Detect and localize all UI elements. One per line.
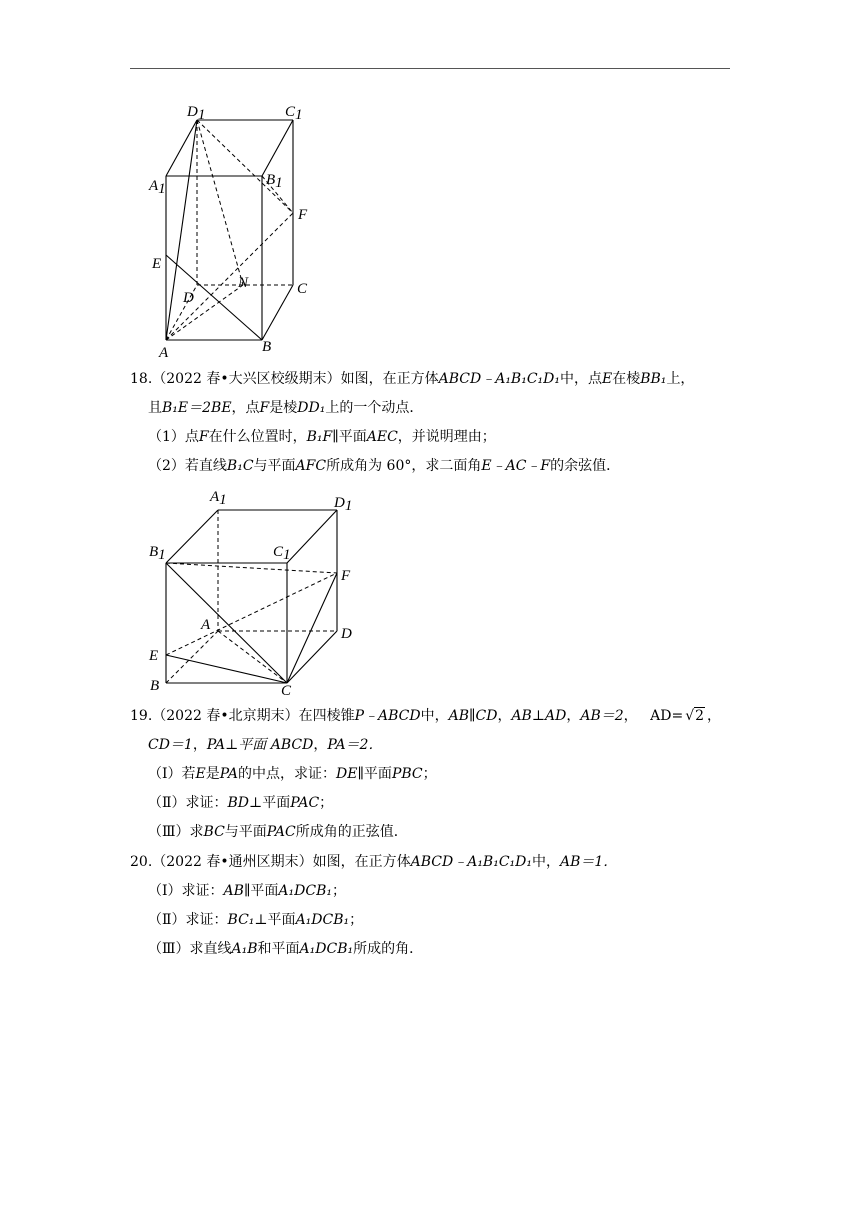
ad-sqrt-expression: AD= √2 <box>650 708 705 724</box>
label-D: D <box>341 626 352 642</box>
label-D: D <box>183 290 194 306</box>
label-A1: A1 <box>210 489 227 508</box>
edge-C-D <box>287 631 337 683</box>
label-F: F <box>341 568 351 584</box>
label-C: C <box>297 281 308 297</box>
label-C1: C1 <box>273 544 291 563</box>
q18-part1: （1）点F在什么位置时，B₁F∥平面AEC，并说明理由； <box>148 429 496 445</box>
segment-E-F-hidden <box>166 573 337 655</box>
edge-C1-B1 <box>262 120 293 176</box>
header-rule <box>130 68 730 69</box>
q20-part3: （Ⅲ）求直线A₁B和平面A₁DCB₁所成的角． <box>148 941 424 957</box>
label-C: C <box>281 683 292 697</box>
label-A: A <box>201 617 211 633</box>
edge-D1-C1 <box>287 510 337 563</box>
q19-part3: （Ⅲ）求BC与平面PAC所成角的正弦值． <box>148 824 408 840</box>
edge-B-C <box>262 285 293 340</box>
q18-line1: 18.（2022 春•大兴区校级期末）如图，在正方体ABCD﹣A₁B₁C₁D₁中，点E在棱BB₁上， <box>130 371 695 387</box>
segment-B1-C <box>166 563 287 683</box>
segment-A-F-hidden <box>166 213 293 340</box>
label-D1: D1 <box>187 104 206 123</box>
q18-line2: 且B₁E＝2BE，点F是棱DD₁上的一个动点． <box>148 400 424 416</box>
edge-B1-A1 <box>166 510 218 563</box>
segment-D1-A <box>166 120 197 340</box>
segment-E-B <box>166 255 262 340</box>
q20-part1: （Ⅰ）求证：AB∥平面A₁DCB₁； <box>148 883 346 899</box>
label-A: A <box>159 345 169 361</box>
label-B: B <box>262 339 272 355</box>
q18-part2: （2）若直线B₁C与平面AFC所成角为 60°，求二面角E﹣AC﹣F的余弦值． <box>148 458 621 474</box>
q19-part1: （Ⅰ）若E是PA的中点，求证：DE∥平面PBC； <box>148 766 437 782</box>
figure-17-prism <box>140 95 340 365</box>
label-F: F <box>298 207 308 223</box>
q20-part2: （Ⅱ）求证：BC₁⊥平面A₁DCB₁； <box>148 912 364 928</box>
q19-part2: （Ⅱ）求证：BD⊥平面PAC； <box>148 795 334 811</box>
label-A1: A1 <box>149 178 166 197</box>
segment-B1-F-hidden <box>166 563 337 573</box>
segment-D1-N-hidden <box>197 120 243 285</box>
label-C1: C1 <box>285 104 303 123</box>
figure-18-cube <box>140 485 365 697</box>
segment-C-F <box>287 573 337 683</box>
q20-line1: 20.（2022 春•通州区期末）如图，在正方体ABCD﹣A₁B₁C₁D₁中，AB＝1． <box>130 854 618 870</box>
label-B: B <box>150 678 160 694</box>
label-B1: B1 <box>266 172 283 191</box>
label-B1: B1 <box>149 544 166 563</box>
label-E: E <box>149 648 159 664</box>
label-N: N <box>238 275 249 291</box>
q19-line2: CD＝1，PA⊥平面 ABCD，PA＝2． <box>148 737 383 753</box>
edge-A1-D1 <box>166 120 197 176</box>
q19-line1: 19.（2022 春•北京期末）在四棱锥P﹣ABCD中，AB∥CD，AB⊥AD，AB＝2， AD= √2 ， <box>130 708 722 724</box>
label-D1: D1 <box>334 495 353 514</box>
segment-D1-F-hidden <box>197 120 293 213</box>
label-E: E <box>152 256 162 272</box>
